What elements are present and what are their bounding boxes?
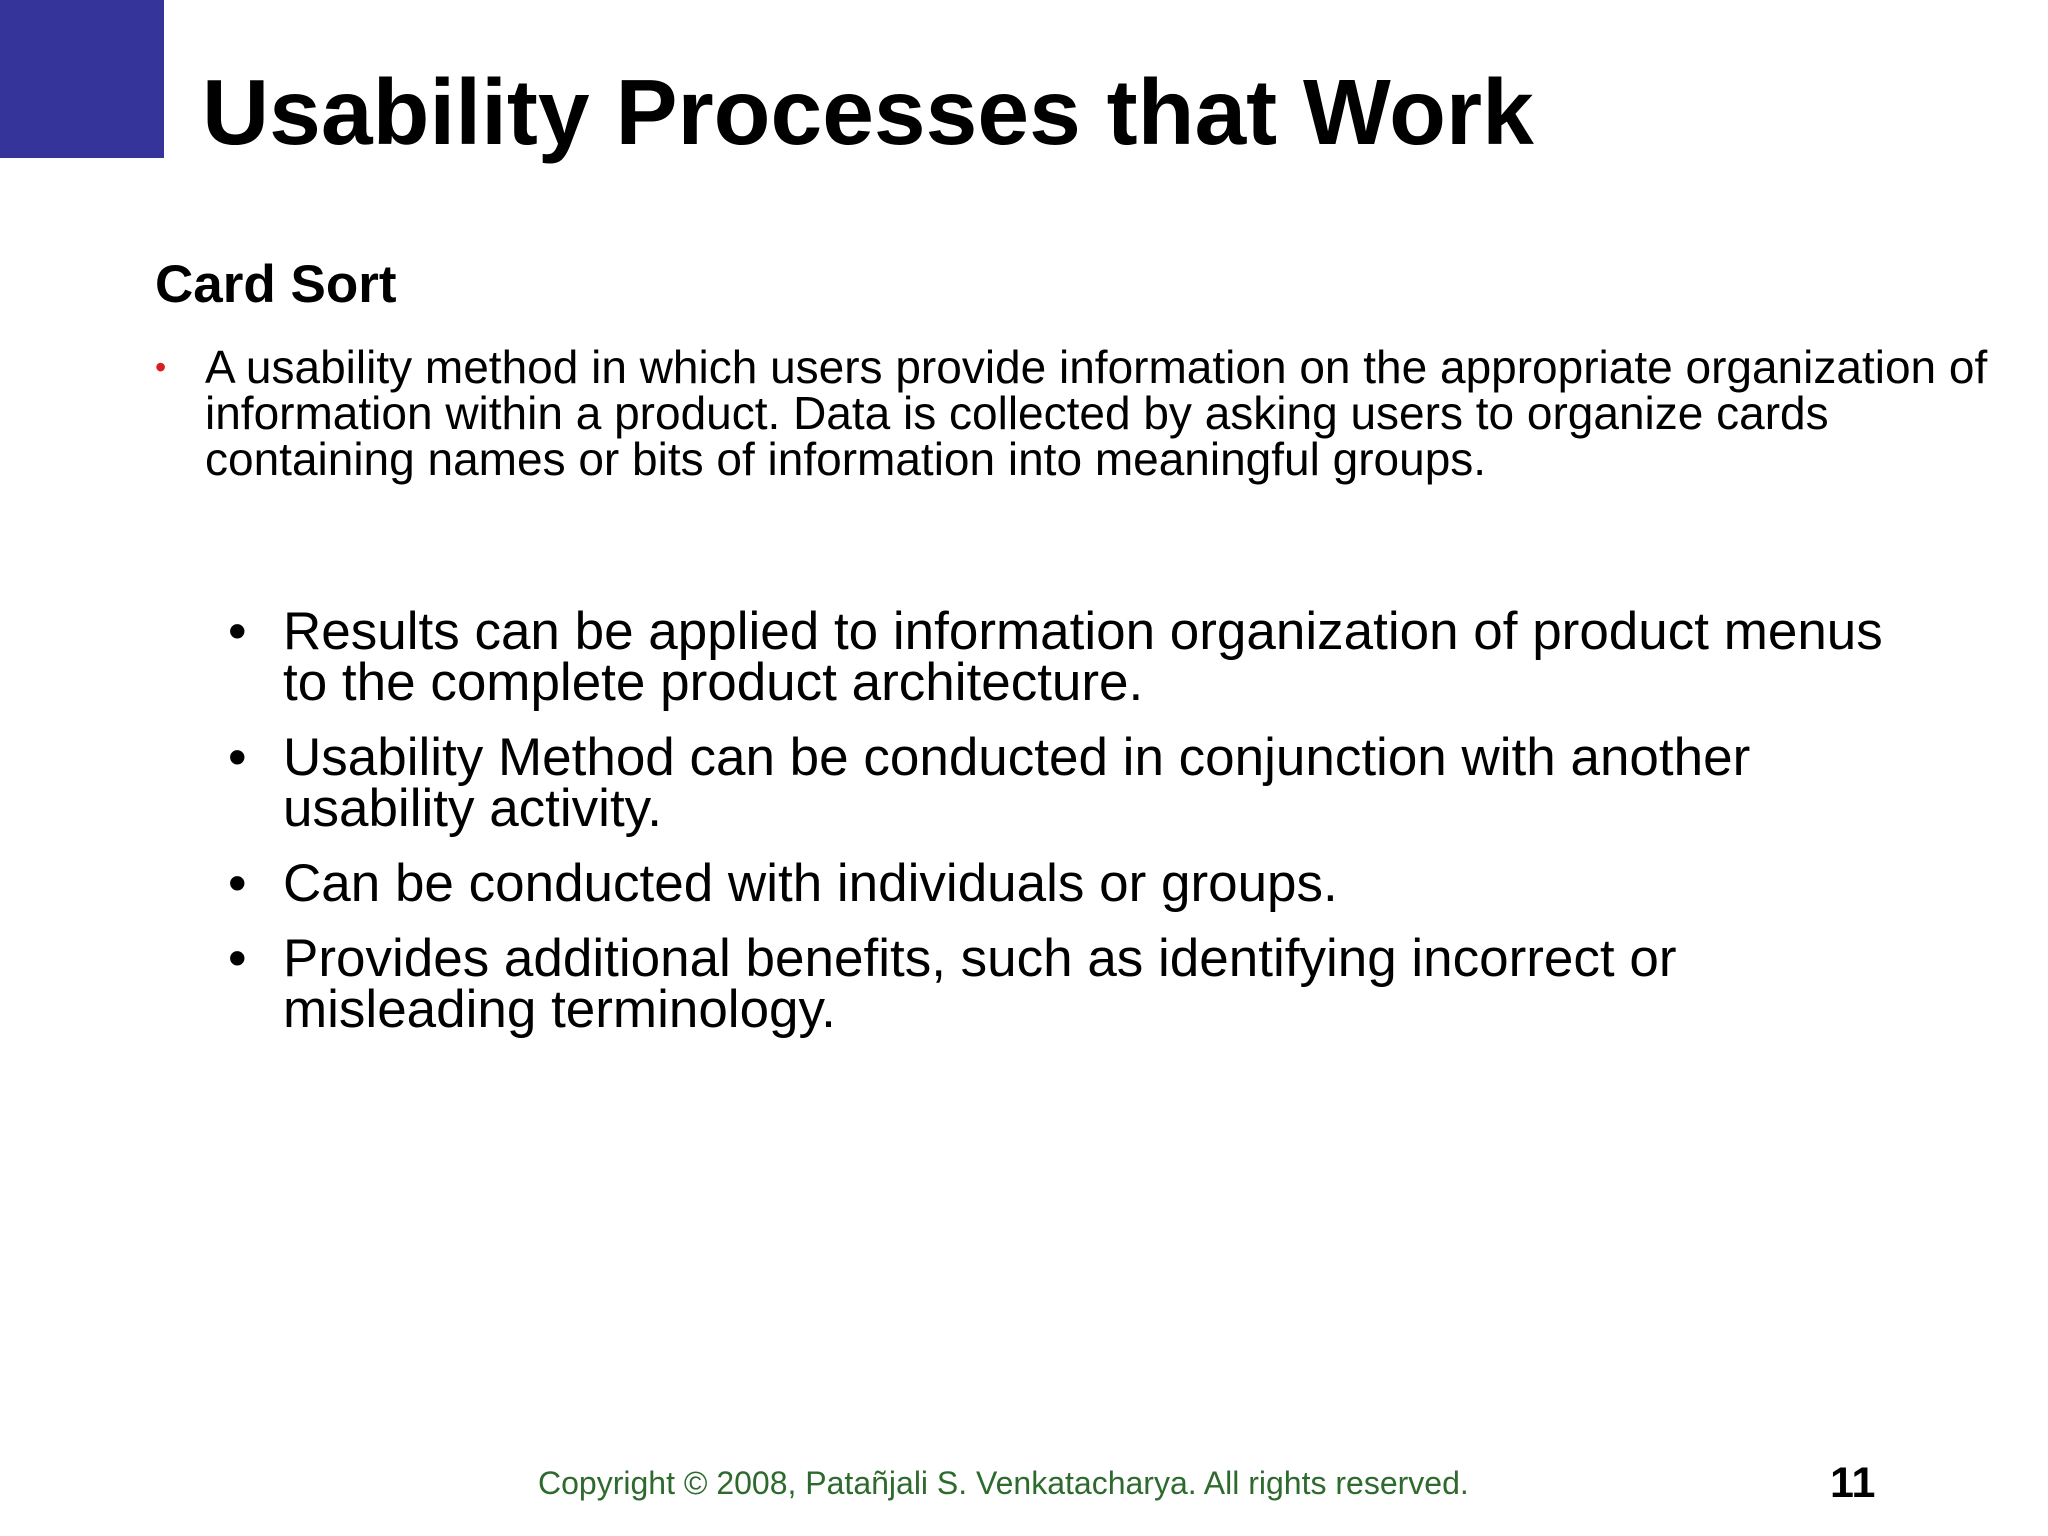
page-number: 11 <box>1830 1459 1876 1507</box>
bullet-icon: • <box>228 728 247 787</box>
definition-item <box>155 341 1995 485</box>
bullet-icon: • <box>228 854 247 913</box>
copyright-footer: Copyright © 2008, Patañjali S. Venkatacharya. All rights reserved. <box>538 1465 1469 1501</box>
list-item-text: Results can be applied to information organization of product menus to the complete product architecture. <box>283 602 1883 712</box>
list-item <box>228 602 1908 712</box>
red-bullet-icon: • <box>155 349 167 385</box>
corner-accent-block <box>0 0 164 158</box>
list-item-text: Usability Method can be conducted in conjunction with another usability activity. <box>283 728 1751 838</box>
list-item <box>228 728 1908 838</box>
bullet-icon: • <box>228 929 247 988</box>
slide-title: Usability Processes that Work <box>202 60 1534 164</box>
definition-text: A usability method in which users provide information on the appropriate organization of information within a product. Data is collected by asking users to organize cards containing names or bits of information into meaningful groups. <box>205 341 1988 485</box>
bullet-icon: • <box>228 602 247 661</box>
bullet-list <box>228 602 1908 1059</box>
section-heading: Card Sort <box>155 255 397 314</box>
list-item-text: Provides additional benefits, such as identifying incorrect or misleading terminology. <box>283 929 1677 1039</box>
list-item <box>228 854 1908 913</box>
list-item-text: Can be conducted with individuals or groups. <box>283 854 1338 913</box>
list-item <box>228 929 1908 1039</box>
